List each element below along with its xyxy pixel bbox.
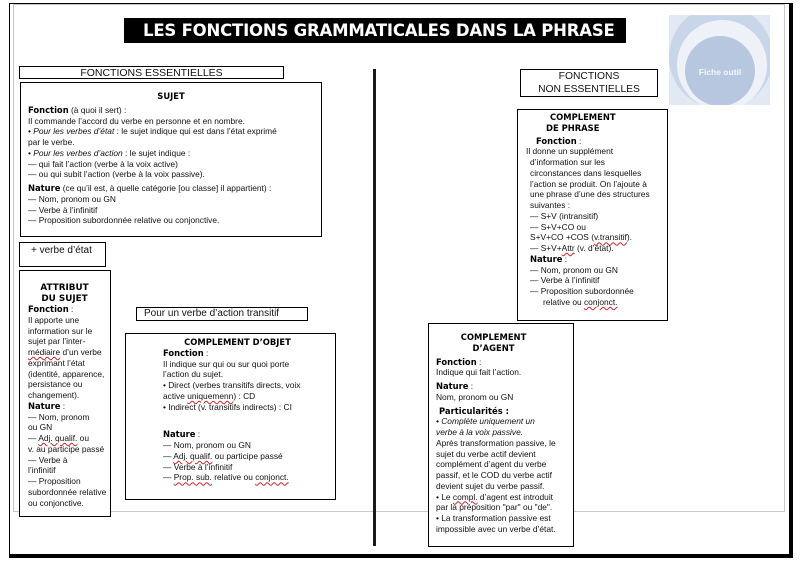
agent-text: complément d’agent du verbe: [436, 459, 547, 470]
phrase-structure: — S+V+CO ou: [530, 221, 586, 232]
sujet-nature-item: — Nom, pronom ou GN: [28, 193, 116, 204]
phrase-nature-item: — Proposition subordonnée: [530, 286, 634, 296]
attribut-fonction-line: Fonction :: [28, 304, 74, 315]
objet-box: [125, 333, 336, 500]
sujet-box: [20, 82, 322, 237]
phrase-text: l’action se produit. On l’ajoute à: [530, 178, 647, 189]
agent-heading-1: COMPLEMENT: [460, 332, 527, 342]
sujet-action-line: • Pour les verbes d’action : le sujet indique :: [28, 147, 191, 158]
badge-label: Fiche outil: [698, 67, 742, 77]
attribut-nature-item: — Verbe à: [28, 454, 68, 465]
phrase-relative-line: relative ou conjonct.: [543, 296, 618, 307]
agent-compl-line: • Le compl. d’agent est introduit: [436, 491, 554, 502]
non-essential-functions-header: FONCTIONS NON ESSENTIELLES: [520, 69, 658, 97]
agent-text: impossible avec un verbe d’état.: [436, 523, 556, 534]
attribut-text: information sur le: [28, 325, 93, 336]
sujet-text: Il commande l’accord du verbe en personne et en nombre.: [28, 115, 245, 126]
sujet-nature-item: — Verbe à l’infinitif: [28, 204, 98, 215]
attribut-text: persistance ou: [28, 379, 83, 390]
phrase-nature-line: Nature :: [530, 253, 568, 264]
phrase-fonction-line: Fonction :: [536, 135, 582, 146]
phrase-text: suivantes :: [530, 200, 571, 210]
agent-text: • La transformation passive est: [436, 513, 551, 523]
agent-fonction-text: Indique qui fait l’action.: [436, 367, 522, 378]
column-divider: [373, 69, 376, 546]
objet-active-line: active uniquemenn) : CD: [163, 390, 256, 401]
agent-text: passif, et le COD du verbe actif: [436, 470, 552, 480]
objet-adj-line: — Adj. qualif. ou participe passé: [163, 450, 283, 461]
agent-italic-text: verbe à la voix passive.: [436, 427, 524, 437]
phrase-nature-item: — Verbe à l’infinitif: [530, 275, 600, 286]
objet-fonction-line: Fonction :: [163, 347, 209, 358]
phrase-structure: — S+V (intransitif): [530, 210, 599, 221]
phrase-text: une phrase d’une des structures: [530, 189, 650, 200]
objet-text: • Indirect (v. transitifs indirects) : CI: [163, 401, 292, 412]
attribut-mediaire-line: médiaire d’un verbe: [28, 347, 102, 358]
attribut-nature-item: subordonnée relative: [28, 486, 107, 497]
agent-italic-text: • Complète uniquement un: [436, 416, 535, 427]
attribut-nature-item: l’infinitif: [28, 465, 56, 476]
phrase-text: d’information sur les: [530, 157, 605, 167]
attribut-text: (identité, apparence,: [28, 368, 105, 379]
sujet-text: — qui fait l’action (verbe à la voix active): [28, 158, 178, 169]
objet-nature-item: — Nom, pronom ou GN: [163, 440, 251, 450]
sujet-text: — ou qui subit l’action (verbe à la voix passive).: [28, 169, 205, 180]
sujet-nature-item: — Proposition subordonnée relative ou conjonctive.: [28, 215, 220, 226]
agent-heading-2: D’AGENT: [472, 342, 515, 353]
agent-fonction-line: Fonction :: [436, 356, 482, 367]
attribut-box: [19, 270, 111, 517]
attribut-nature-item: v. au participe passé: [28, 443, 105, 454]
agent-text: par la préposition "par" ou "de".: [436, 502, 553, 513]
objet-text: • Direct (verbes transitifs directs, voix: [163, 380, 301, 390]
objet-nature-item: — Verbe à l’infinitif: [163, 461, 233, 472]
attribut-heading-1: ATTRIBUT: [40, 283, 89, 293]
sujet-etat-line: • Pour les verbes d’état : le sujet indique qui est dans l’état exprimé: [28, 126, 277, 137]
phrase-heading-2: DE PHRASE: [546, 122, 600, 133]
agent-nature-text: Nom, pronom ou GN: [436, 391, 514, 402]
agent-box: [428, 323, 574, 547]
phrase-cos-line: S+V+CO +COS (v.transitif).: [530, 232, 633, 243]
phrase-heading-1: COMPLEMENT: [550, 112, 616, 122]
sujet-text: par le verbe.: [28, 137, 75, 147]
sujet-heading: SUJET: [157, 91, 185, 101]
attribut-heading-2: DU SUJET: [41, 293, 88, 304]
phrase-text: Il donne un supplément: [526, 146, 614, 157]
attribut-text: sujet par l’inter-: [28, 336, 86, 347]
objet-heading: COMPLEMENT D’OBJET: [184, 337, 291, 347]
page-title: LES FONCTIONS GRAMMATICALES DANS LA PHRASE: [124, 18, 626, 43]
objet-prop-line: — Prop. sub. relative ou conjonct.: [163, 472, 289, 483]
agent-text: sujet du verbe actif devient: [436, 448, 536, 459]
agent-text: Après transformation passive, le: [436, 437, 556, 448]
objet-text: Il indique sur qui ou sur quoi porte: [163, 358, 290, 369]
attribut-nature-item: — Nom, pronom: [28, 411, 90, 422]
objet-text: l’action du sujet.: [163, 369, 224, 380]
fiche-outil-badge: [669, 15, 770, 105]
objet-nature-line: Nature :: [163, 429, 201, 440]
attribut-text: changement).: [28, 390, 80, 401]
attribut-nature-item: — Proposition: [28, 476, 81, 487]
verbe-transitif-tag: Pour un verbe d’action transitif: [136, 307, 308, 321]
attribut-text: exprimant l’état: [28, 357, 85, 368]
agent-particularites-label: Particularités :: [439, 405, 509, 416]
verbe-etat-tag: + verbe d’état: [19, 242, 106, 267]
attribut-nature-line: Nature :: [28, 400, 66, 411]
sujet-fonction-line: Fonction (à quoi il sert) :: [28, 104, 127, 115]
phrase-box: [517, 109, 668, 321]
attribut-text: Il apporte une: [28, 314, 80, 325]
phrase-text: circonstances dans lesquelles: [530, 167, 642, 178]
essential-functions-header: FONCTIONS ESSENTIELLES: [19, 66, 284, 79]
phrase-attr-line: — S+V+Attr (v. d’état).: [530, 243, 614, 253]
phrase-nature-item: — Nom, pronom ou GN: [530, 264, 618, 275]
attribut-nature-item: ou GN: [28, 422, 53, 433]
sujet-nature-line: Nature (ce qu’il est, à quelle catégorie [ou classe] il appartient) :: [28, 183, 272, 193]
agent-nature-line: Nature :: [436, 381, 474, 391]
agent-text: devient sujet du verbe passif.: [436, 480, 545, 491]
attribut-nature-item: ou conjonctive.: [28, 497, 84, 508]
attribut-adj-line: — Adj. qualif. ou: [28, 433, 90, 444]
